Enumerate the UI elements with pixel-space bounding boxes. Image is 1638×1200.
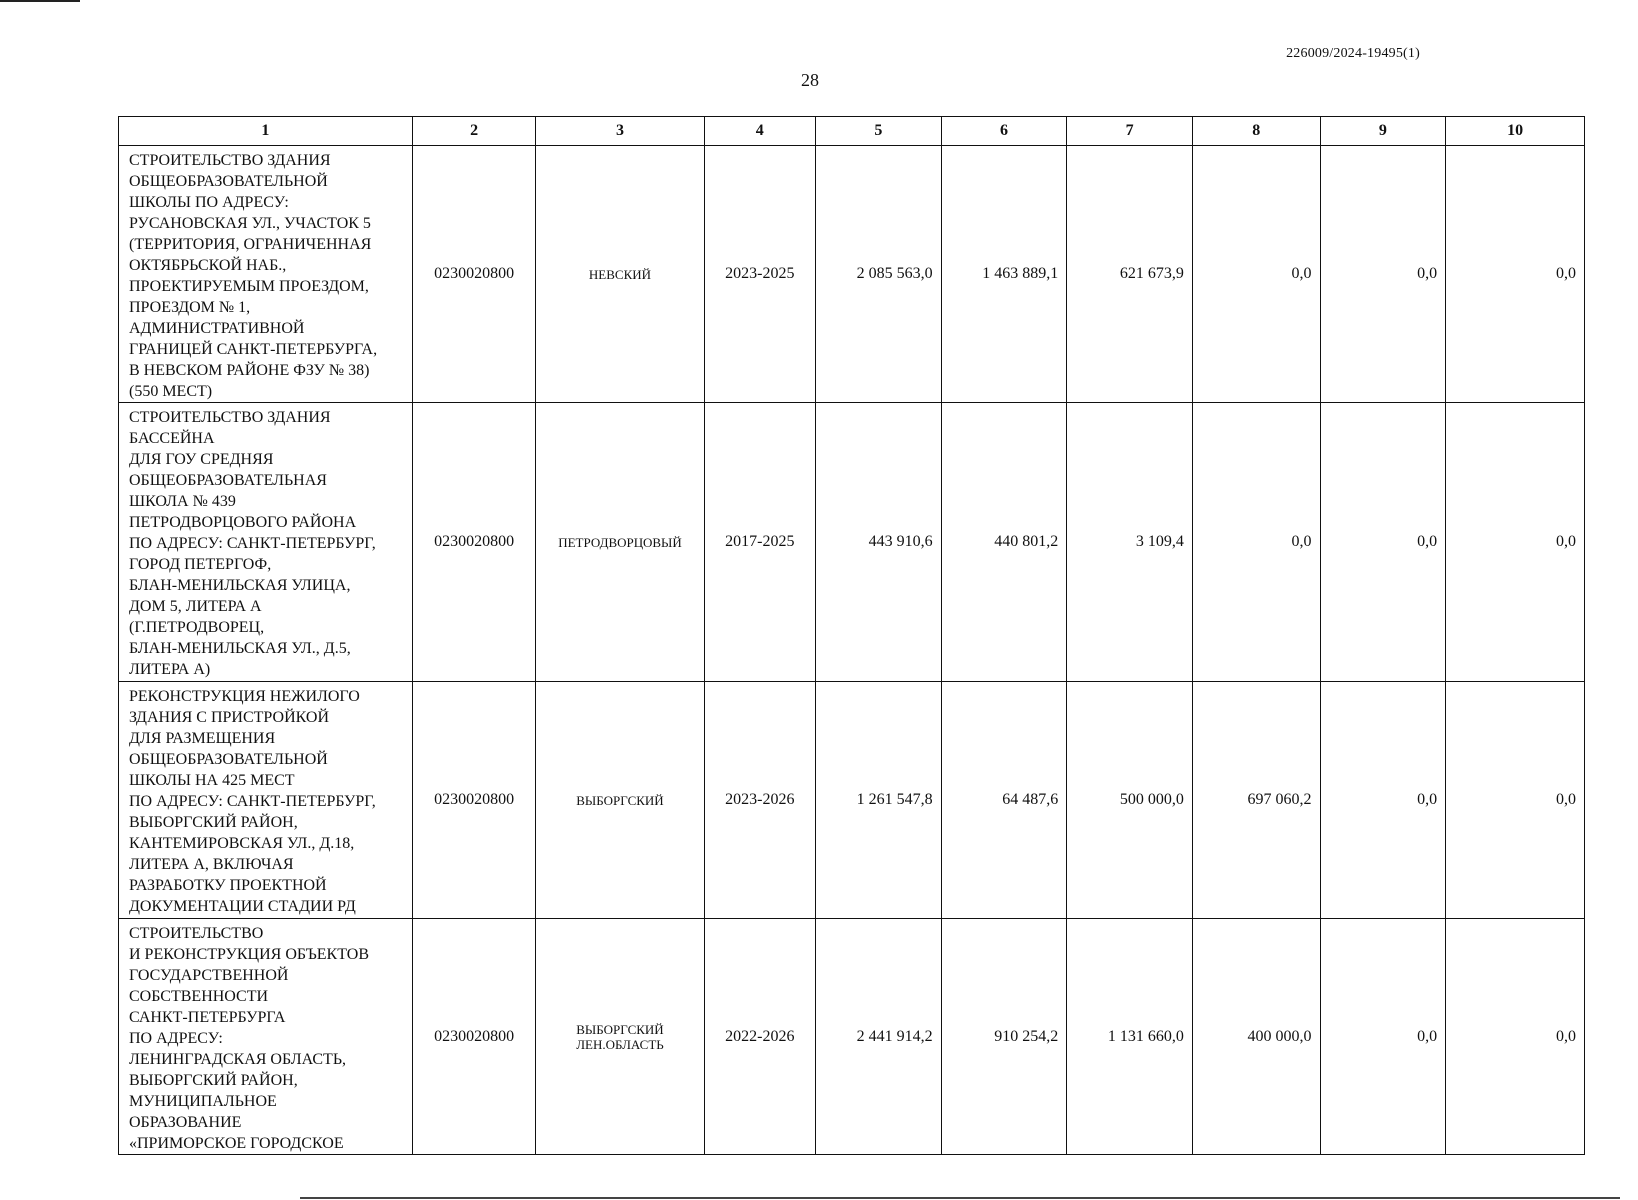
value-cell-col10: 0,0 <box>1446 919 1585 1155</box>
table-header-row <box>119 117 1585 146</box>
object-name-cell: СТРОИТЕЛЬСТВО ЗДАНИЯ ОБЩЕОБРАЗОВАТЕЛЬНОЙ ШКОЛЫ ПО АДРЕСУ: РУСАНОВСКАЯ УЛ., УЧАСТОК 5 (ТЕРРИТОРИЯ, ОГРАНИЧЕННАЯ ОКТЯБРЬСКОЙ НАБ., ПРОЕКТИРУЕМЫМ ПРОЕЗДОМ, ПРОЕЗДОМ № 1, АДМИНИСТРАТИВНОЙ ГРАНИЦЕЙ САНКТ-ПЕТЕРБУРГА, В НЕВСКОМ РАЙОНЕ ФЗУ № 38) (550 МЕСТ) <box>119 146 413 403</box>
column-header: 5 <box>816 117 942 146</box>
column-header: 4 <box>704 117 815 146</box>
table-row <box>119 403 1585 682</box>
value-cell-col5: 2 441 914,2 <box>816 919 942 1155</box>
column-header: 2 <box>412 117 536 146</box>
value-cell-col5: 443 910,6 <box>816 403 942 682</box>
value-cell-col5: 2 085 563,0 <box>816 146 942 403</box>
budget-table <box>118 116 1585 1155</box>
value-cell-col8: 0,0 <box>1192 146 1320 403</box>
value-cell-col8: 697 060,2 <box>1192 682 1320 919</box>
object-name-cell: СТРОИТЕЛЬСТВО ЗДАНИЯ БАССЕЙНА ДЛЯ ГОУ СРЕДНЯЯ ОБЩЕОБРАЗОВАТЕЛЬНАЯ ШКОЛА № 439 ПЕТРОДВОРЦОВОГО РАЙОНА ПО АДРЕСУ: САНКТ-ПЕТЕРБУРГ, ГОРОД ПЕТЕРГОФ, БЛАН-МЕНИЛЬСКАЯ УЛИЦА, ДОМ 5, ЛИТЕРА А (Г.ПЕТРОДВОРЕЦ, БЛАН-МЕНИЛЬСКАЯ УЛ., Д.5, ЛИТЕРА А) <box>119 403 413 682</box>
value-cell-col7: 500 000,0 <box>1067 682 1193 919</box>
column-header: 10 <box>1446 117 1585 146</box>
period-cell: 2017-2025 <box>704 403 815 682</box>
column-header: 8 <box>1192 117 1320 146</box>
value-cell-col10: 0,0 <box>1446 682 1585 919</box>
object-name-cell: СТРОИТЕЛЬСТВО И РЕКОНСТРУКЦИЯ ОБЪЕКТОВ ГОСУДАРСТВЕННОЙ СОБСТВЕННОСТИ САНКТ-ПЕТЕРБУРГА ПО АДРЕСУ: ЛЕНИНГРАДСКАЯ ОБЛАСТЬ, ВЫБОРГСКИЙ РАЙОН, МУНИЦИПАЛЬНОЕ ОБРАЗОВАНИЕ «ПРИМОРСКОЕ ГОРОДСКОЕ <box>119 919 413 1155</box>
scan-edge-rule-top <box>0 0 80 2</box>
object-name-cell: РЕКОНСТРУКЦИЯ НЕЖИЛОГО ЗДАНИЯ С ПРИСТРОЙКОЙ ДЛЯ РАЗМЕЩЕНИЯ ОБЩЕОБРАЗОВАТЕЛЬНОЙ ШКОЛЫ НА 425 МЕСТ ПО АДРЕСУ: САНКТ-ПЕТЕРБУРГ, ВЫБОРГСКИЙ РАЙОН, КАНТЕМИРОВСКАЯ УЛ., Д.18, ЛИТЕРА А, ВКЛЮЧАЯ РАЗРАБОТКУ ПРОЕКТНОЙ ДОКУМЕНТАЦИИ СТАДИИ РД <box>119 682 413 919</box>
period-cell: 2023-2025 <box>704 146 815 403</box>
value-cell-col8: 0,0 <box>1192 403 1320 682</box>
district-cell: ПЕТРОДВОРЦОВЫЙ <box>536 403 704 682</box>
district-cell: НЕВСКИЙ <box>536 146 704 403</box>
value-cell-col7: 1 131 660,0 <box>1067 919 1193 1155</box>
code-cell: 0230020800 <box>412 919 536 1155</box>
code-cell: 0230020800 <box>412 403 536 682</box>
document-number: 226009/2024-19495(1) <box>1286 46 1420 61</box>
page-number: 28 <box>801 70 819 90</box>
value-cell-col6: 440 801,2 <box>941 403 1067 682</box>
value-cell-col6: 64 487,6 <box>941 682 1067 919</box>
table-row <box>119 682 1585 919</box>
district-cell: ВЫБОРГСКИЙ ЛЕН.ОБЛАСТЬ <box>536 919 704 1155</box>
column-header: 9 <box>1320 117 1446 146</box>
period-cell: 2023-2026 <box>704 682 815 919</box>
value-cell-col10: 0,0 <box>1446 146 1585 403</box>
value-cell-col9: 0,0 <box>1320 403 1446 682</box>
column-header: 7 <box>1067 117 1193 146</box>
value-cell-col5: 1 261 547,8 <box>816 682 942 919</box>
code-cell: 0230020800 <box>412 682 536 919</box>
column-header: 3 <box>536 117 704 146</box>
value-cell-col9: 0,0 <box>1320 682 1446 919</box>
value-cell-col10: 0,0 <box>1446 403 1585 682</box>
scan-edge-rule-bottom <box>300 1197 1620 1199</box>
column-header: 1 <box>119 117 413 146</box>
period-cell: 2022-2026 <box>704 919 815 1155</box>
table-row <box>119 146 1585 403</box>
value-cell-col6: 1 463 889,1 <box>941 146 1067 403</box>
column-header: 6 <box>941 117 1067 146</box>
budget-table-container <box>118 116 1585 1155</box>
table-row <box>119 919 1585 1155</box>
value-cell-col7: 621 673,9 <box>1067 146 1193 403</box>
code-cell: 0230020800 <box>412 146 536 403</box>
district-cell: ВЫБОРГСКИЙ <box>536 682 704 919</box>
value-cell-col9: 0,0 <box>1320 919 1446 1155</box>
value-cell-col9: 0,0 <box>1320 146 1446 403</box>
value-cell-col8: 400 000,0 <box>1192 919 1320 1155</box>
value-cell-col7: 3 109,4 <box>1067 403 1193 682</box>
value-cell-col6: 910 254,2 <box>941 919 1067 1155</box>
